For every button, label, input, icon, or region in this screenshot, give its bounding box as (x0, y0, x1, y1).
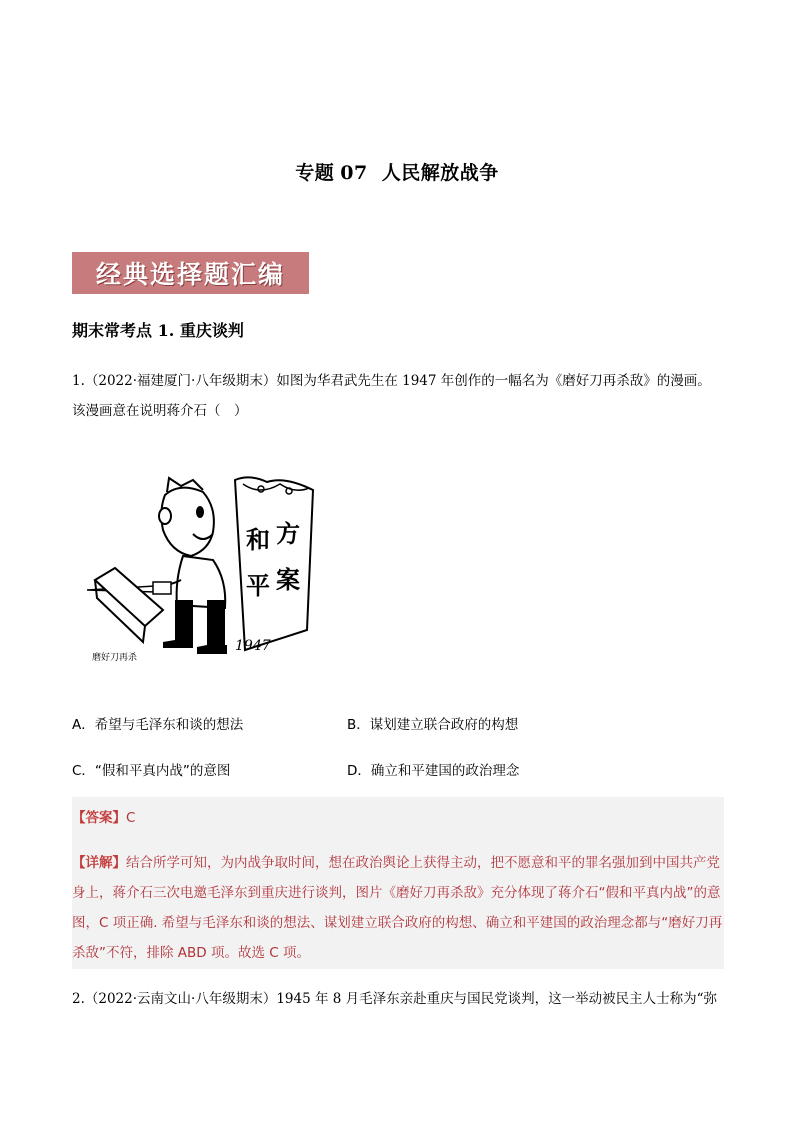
question-1-text: 1.（2022·福建厦门·八年级期末）如图为华君武先生在 1947 年创作的一幅名为《磨好刀再杀敌》的漫画。该漫画意在说明蒋介石（ ） (72, 373, 711, 419)
section-heading: 期末常考点 1. 重庆谈判 (72, 321, 244, 340)
cartoon-sign-char-2: 和 (246, 525, 270, 554)
title-number: 07 (340, 162, 368, 184)
cartoon-eye (196, 506, 204, 518)
section-banner: 经典选择题汇编 (72, 252, 309, 294)
option-b[interactable]: B．谋划建立联合政府的构想 (347, 717, 519, 733)
answer-label: 【答案】 (72, 810, 126, 826)
title-label: 专题 (295, 162, 335, 184)
option-a[interactable]: A．希望与毛泽东和谈的想法 (72, 717, 244, 733)
cartoon-boot-right-foot (197, 645, 227, 654)
question-2-text: 2.（2022·云南文山·八年级期末）1945 年 8 月毛泽东亲赴重庆与国民党谈判，这一举动被民主人士称为“弥 (72, 991, 718, 1007)
cartoon-sign-char-4: 平 (246, 571, 270, 600)
detail-text: 结合所学可知，为内战争取时间，想在政治舆论上获得主动，把不愿意和平的罪名强加到中国共产党身上，蒋介石三次电邀毛泽东到重庆进行谈判，图片《磨好刀再杀敌》充分体现了蒋介石“假和平真内战”的意图，C 项正确. 希望与毛泽东和谈的想法、谋划建立联合政府的构想、确立和平建国的政治理念都与“磨好刀再杀敌”不符，排除 ABD 项。故选 C 项。 (72, 855, 723, 961)
answer-detail (72, 848, 724, 968)
cartoon-sign-char-3: 案 (276, 565, 300, 594)
cartoon-image (85, 470, 320, 665)
answer-value: C (126, 810, 136, 826)
cartoon-boot-right (207, 600, 225, 645)
answer-line (72, 806, 135, 826)
cartoon-boot-left (175, 600, 193, 640)
cartoon-sign-char-1: 方 (276, 519, 300, 548)
cartoon-ear (159, 508, 171, 524)
title-topic: 人民解放战争 (381, 162, 499, 184)
option-d[interactable]: D．确立和平建国的政治理念 (347, 763, 520, 779)
page-title (0, 158, 794, 185)
cartoon-sign-board (235, 477, 313, 650)
detail-label: 【详解】 (72, 855, 126, 871)
cartoon-boot-left-foot (163, 640, 193, 648)
cartoon-year: 1947 (235, 638, 271, 654)
cartoon-knife-handle (153, 582, 171, 594)
option-c[interactable]: C．“假和平真内战”的意图 (72, 763, 231, 779)
cartoon-whetstone (95, 568, 163, 626)
cartoon-caption: 磨好刀再杀 (92, 653, 138, 663)
